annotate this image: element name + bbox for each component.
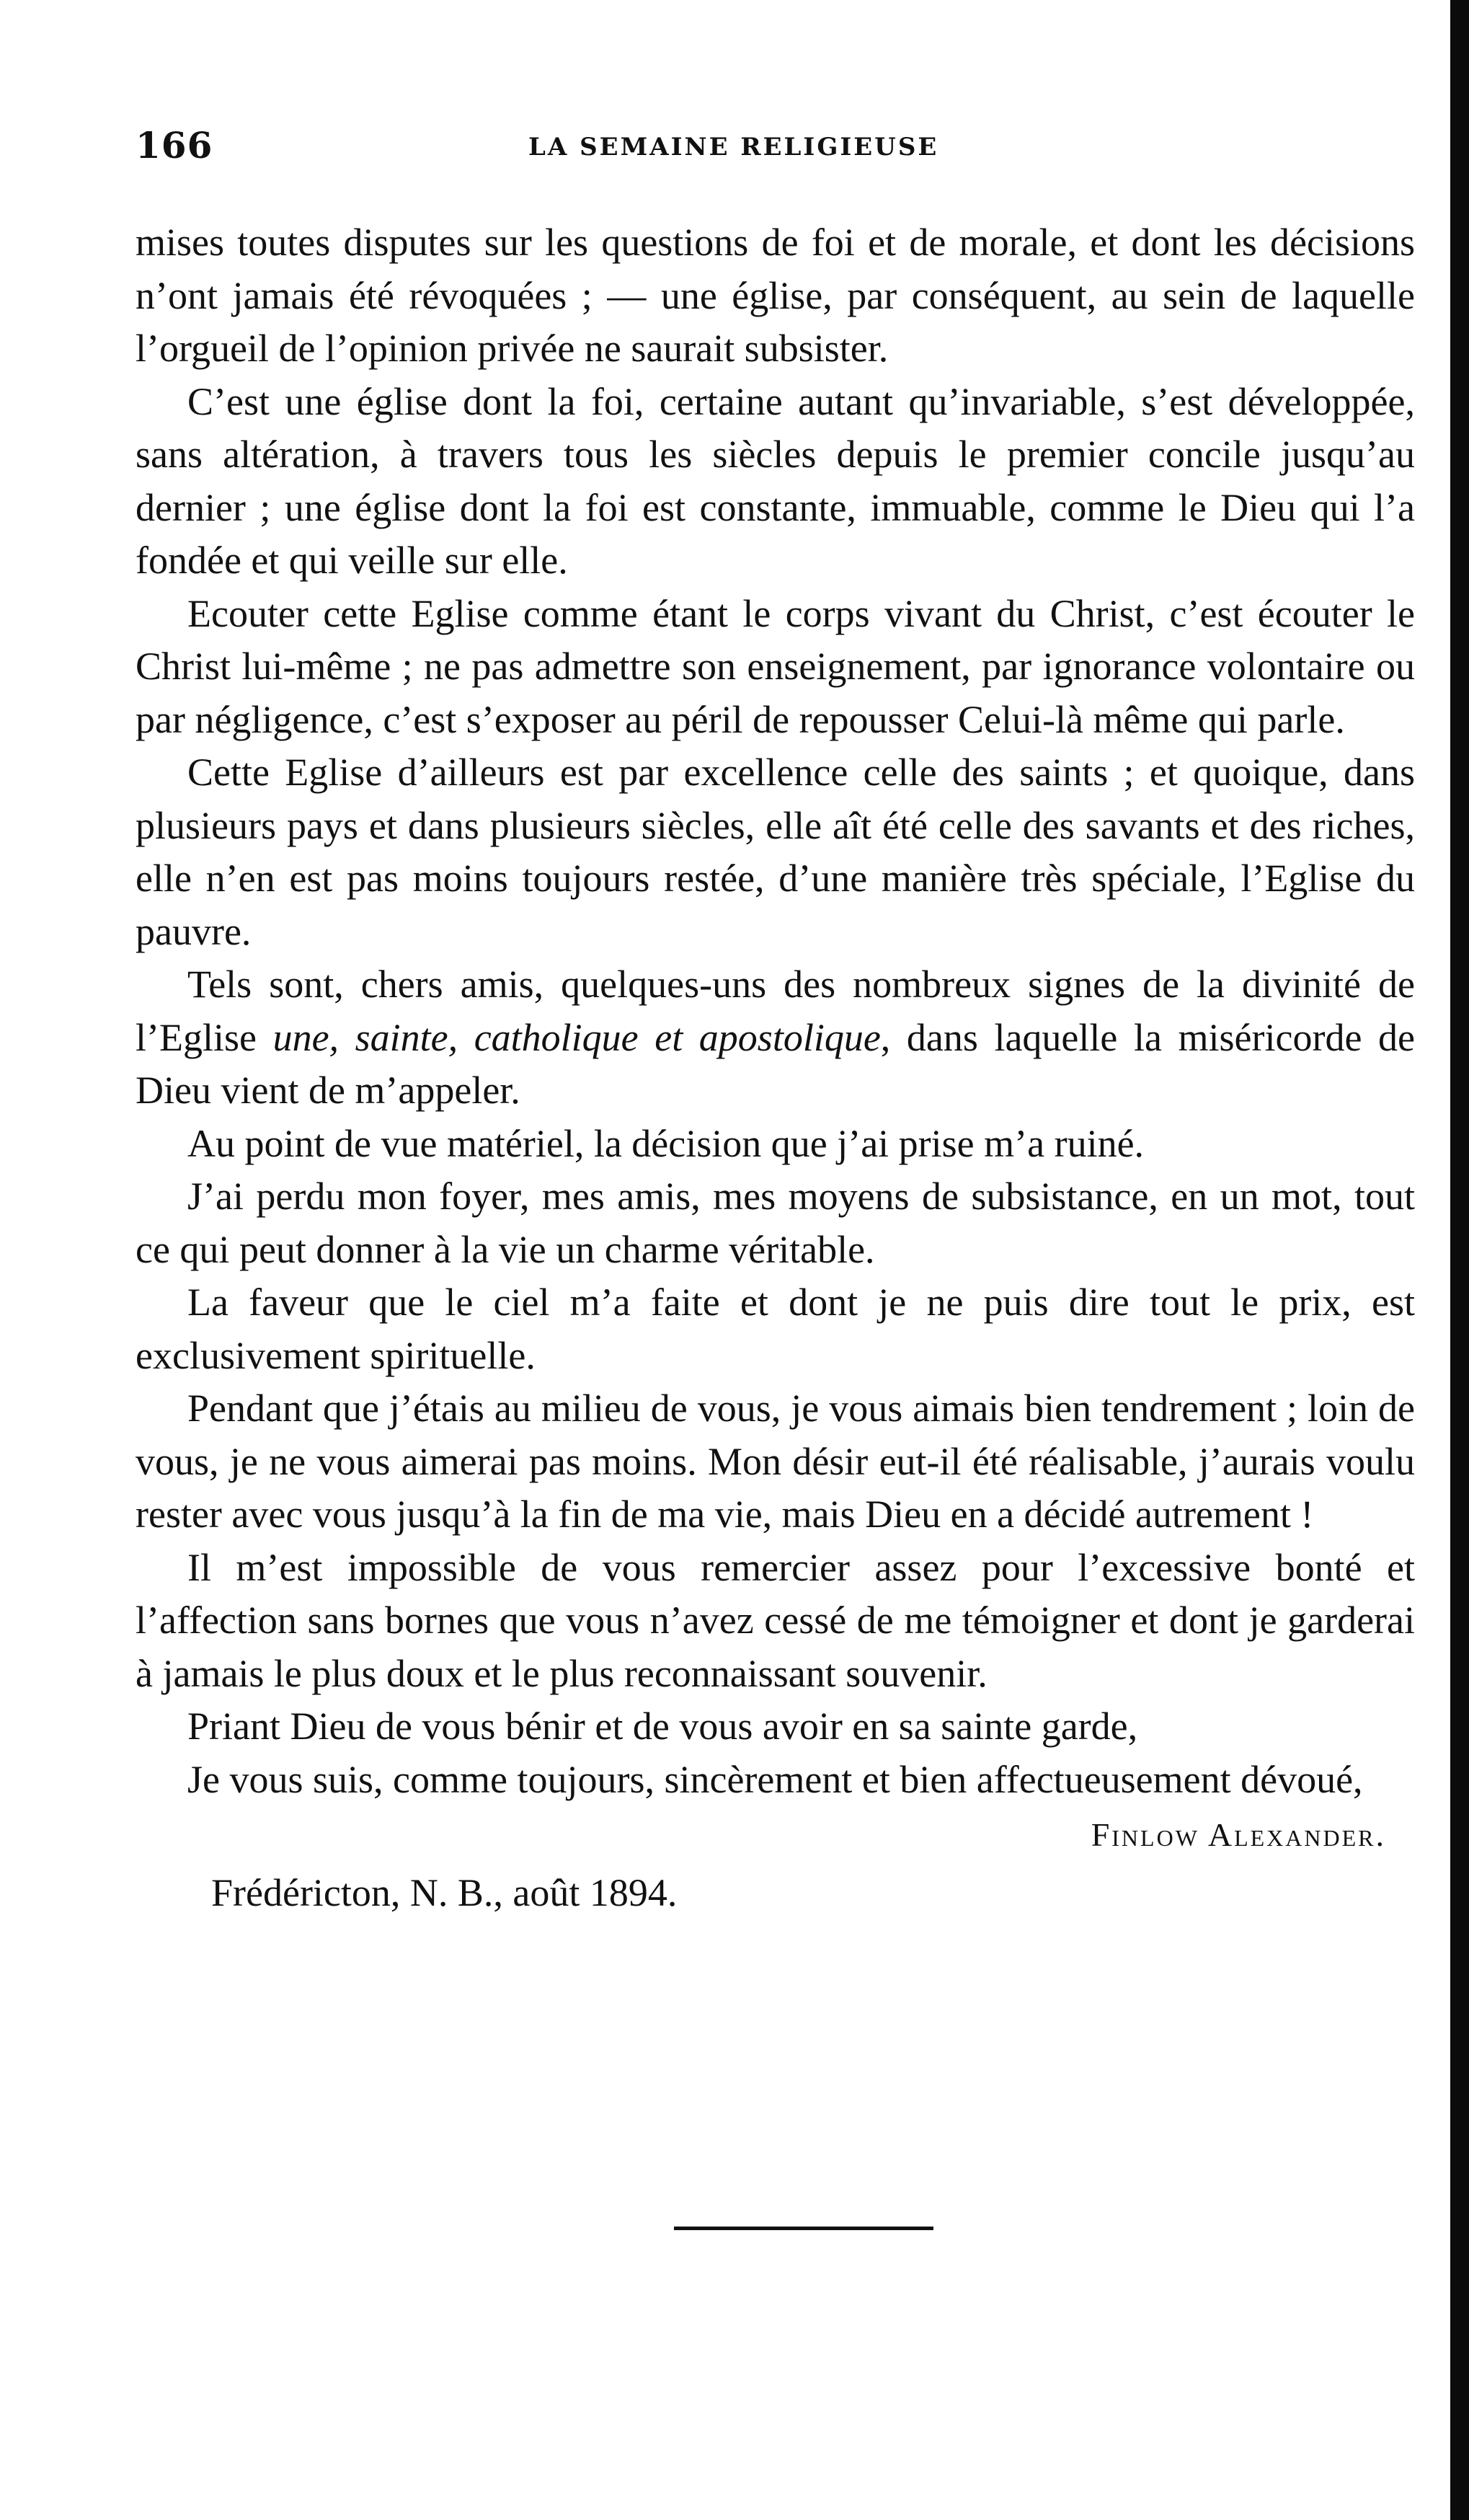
paragraph: Au point de vue matériel, la décision que j’ai prise m’a ruiné.	[187, 1121, 1145, 1165]
page-header	[136, 124, 1426, 174]
italic-phrase: une, sainte, catholique et apostolique	[272, 1015, 881, 1059]
paragraph: Je vous suis, comme toujours, sincèrement et bien affectueusement dévoué,	[187, 1757, 1363, 1801]
paragraph: mises toutes disputes sur les questions de foi et de morale, et dont les décisions n’ont jamais été révoquées ; — une église, par conséquent, au sein de laquelle l’orgueil de l’opinion privée ne saurait subsister.	[136, 221, 1415, 370]
running-head: LA SEMAINE RELIGIEUSE	[528, 133, 939, 162]
signature: Finlow Alexander.	[1091, 1816, 1386, 1853]
paragraph: C’est une église dont la foi, certaine autant qu’invariable, s’est développée, sans altération, à travers tous les siècles depuis le premier concile jusqu’au dernier ; une église dont la foi est constante, immuable, comme le Dieu qui l’a fondée et qui veille sur elle.	[136, 379, 1415, 582]
paragraph: Priant Dieu de vous bénir et de vous avoir en sa sainte garde,	[187, 1705, 1138, 1748]
paragraph: Pendant que j’étais au milieu de vous, je vous aimais bien tendrement ; loin de vous, je ne vous aimerai pas moins. Mon désir eut-il été réalisable, j’aurais voulu rester avec vous jusqu’à la fin de ma vie, mais Dieu en a décidé autrement !	[136, 1387, 1415, 1536]
paragraph: Cette Eglise d’ailleurs est par excellence celle des saints ; et quoique, dans plusieurs pays et dans plusieurs siècles, elle aît été celle des savants et des riches, elle n’en est pas moins toujours restée, d’une manière très spéciale, l’Eglise du pauvre.	[136, 751, 1415, 953]
dateline: Frédéricton, N. B., août 1894.	[211, 1871, 678, 1914]
body-text	[136, 216, 1415, 1922]
paragraph: Ecouter cette Eglise comme étant le corps vivant du Christ, c’est écouter le Christ lui-même ; ne pas admettre son enseignement, par ignorance volontaire ou par négligence, c’est s’exposer au péril de repousser Celui-là même qui parle.	[136, 591, 1415, 741]
paragraph-text: Tels sont, chers amis, quelques-uns des nombreux signes de la divinité de l’Eglise	[136, 963, 1415, 1059]
paragraph: J’ai perdu mon foyer, mes amis, mes moyens de subsistance, en un mot, tout ce qui peut donner à la vie un charme véritable.	[136, 1175, 1415, 1271]
section-divider	[674, 2227, 933, 2230]
paragraph-text: , dans laquelle la miséricorde de Dieu vient de m’appeler.	[136, 1015, 1415, 1112]
paragraph: Il m’est impossible de vous remercier assez pour l’excessive bonté et l’affection sans bornes que vous n’avez cessé de me témoigner et dont je garderai à jamais le plus doux et le plus reconnaissant souvenir.	[136, 1545, 1415, 1695]
paragraph-church-marks	[136, 958, 1415, 1118]
page-edge-shadow	[1450, 0, 1469, 2520]
paragraph: La faveur que le ciel m’a faite et dont je ne puis dire tout le prix, est exclusivement spirituelle.	[136, 1281, 1415, 1377]
page-number: 166	[136, 124, 213, 167]
